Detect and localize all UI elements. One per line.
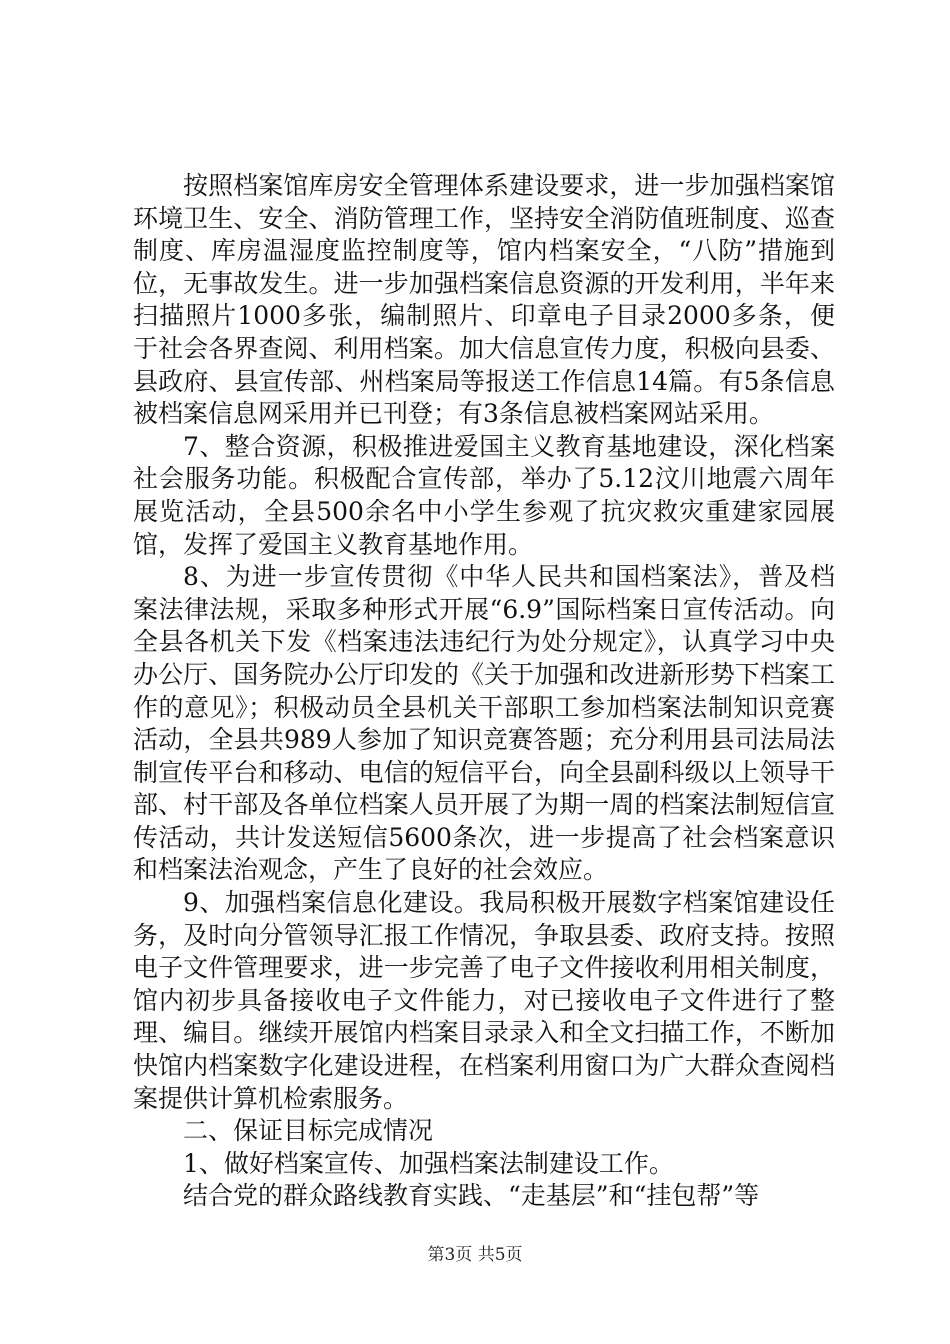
paragraph-archive-safety: 按照档案馆库房安全管理体系建设要求，进一步加强档案馆环境卫生、安全、消防管理工作，坚持安全消防值班制度、巡查制度、库房温湿度监控制度等，馆内档案安全，“八防”措施到位，无事故发生。进一步加强档案信息资源的开发利用，半年来扫描照片1000多张，编制照片、印章电子目录2000多条，便于社会各界查阅、利用档案。加大信息宣传力度，积极向县委、县政府、县宣传部、州档案局等报送工作信息14篇。有5条信息被档案信息网采用并已刊登；有3条信息被档案网站采用。 — [133, 171, 835, 429]
page-number-footer: 第3页 共5页 — [427, 1245, 523, 1265]
paragraph-item-7: 7、整合资源，积极推进爱国主义教育基地建设，深化档案社会服务功能。积极配合宣传部，举办了5.12汶川地震六周年展览活动，全县500余名中小学生参观了抗灾救灾重建家园展馆，发挥了爱国主义教育基地作用。 — [133, 431, 835, 559]
document-body — [133, 170, 835, 1213]
paragraph-item-8: 8、为进一步宣传贯彻《中华人民共和国档案法》，普及档案法律法规，采取多种形式开展“6.9”国际档案日宣传活动。向全县各机关下发《档案违法违纪行为处分规定》，认真学习中央办公厅、国务院办公厅印发的《关于加强和改进新形势下档案工作的意见》；积极动员全县机关干部职工参加档案法制知识竞赛活动，全县共989人参加了知识竞赛答题；充分利用县司法局法制宣传平台和移动、电信的短信平台，向全县副科级以上领导干部、村干部及各单位档案人员开展了为期一周的档案法制短信宣传活动，共计发送短信5600条次，进一步提高了社会档案意识和档案法治观念，产生了良好的社会效应。 — [133, 562, 835, 885]
paragraph-item-9: 9、加强档案信息化建设。我局积极开展数字档案馆建设任务，及时向分管领导汇报工作情况，争取县委、政府支持。按照电子文件管理要求，进一步完善了电子文件接收利用相关制度，馆内初步具备接收电子文件能力，对已接收电子文件进行了整理、编目。继续开展馆内档案目录录入和全文扫描工作，不断加快馆内档案数字化建设进程，在档案利用窗口为广大群众查阅档案提供计算机检索服务。 — [133, 888, 835, 1113]
subheading-1: 1、做好档案宣传、加强档案法制建设工作。 — [183, 1148, 674, 1178]
section-heading-2: 二、保证目标完成情况 — [183, 1116, 434, 1146]
paragraph-continuation: 结合党的群众路线教育实践、“走基层”和“挂包帮”等 — [183, 1181, 760, 1211]
